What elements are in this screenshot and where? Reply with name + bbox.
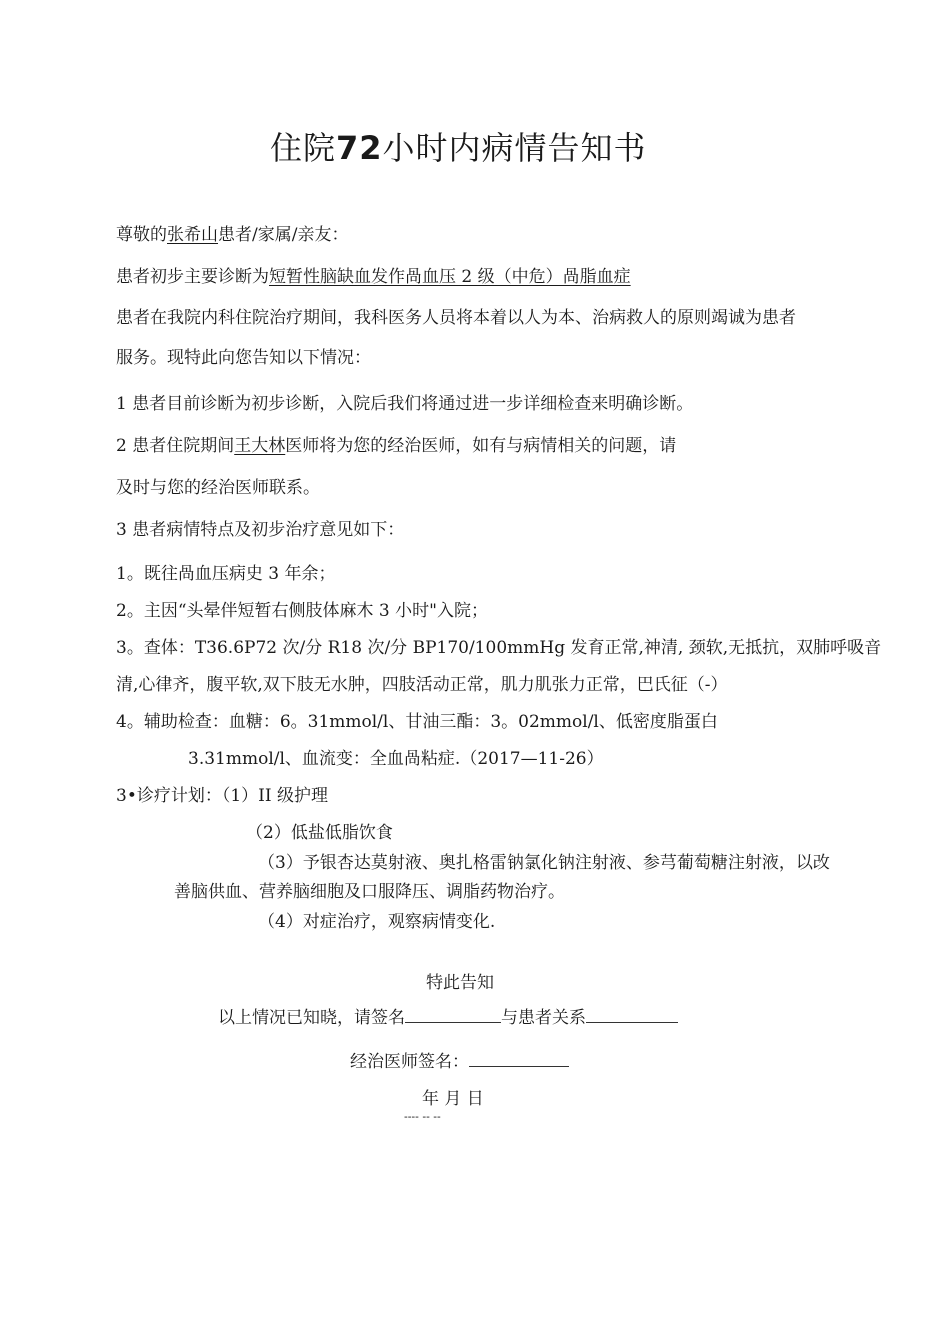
item-1: 1 患者目前诊断为初步诊断，入院后我们将通过进一步详细检查来明确诊断。 (116, 394, 694, 414)
title-suffix: 小时内病情告知书 (382, 129, 647, 167)
title-hours: 72 (336, 129, 383, 167)
doctor-signature-field[interactable] (469, 1050, 569, 1067)
item-2-suffix: 医师将为您的经治医师，如有与病情相关的问题，请 (285, 436, 677, 456)
notice-text: 特此告知 (426, 973, 494, 993)
doctor-signature-line (350, 1050, 569, 1073)
plan-item-2: （2）低盐低脂饮食 (246, 823, 393, 843)
feature-3-line-1: 3。查体：T36.6P72 次/分 R18 次/分 BP170/100mmHg 发育正常,神清, 颈软,无抵抗，双肺呼吸音 (116, 638, 882, 658)
relation-field[interactable] (586, 1006, 678, 1023)
plan-item-3-line-2: 善脑供血、营养脑细胞及口服降压、调脂药物治疗。 (174, 882, 565, 902)
item-2-line-1 (116, 435, 676, 457)
diagnosis-label: 患者初步主要诊断为 (116, 267, 269, 287)
plan-heading: 3•诊疗计划：（1）II 级护理 (116, 786, 328, 806)
intro-line-1: 患者在我院内科住院治疗期间，我科医务人员将本着以人为本、治病救人的原则竭诚为患者 (116, 308, 796, 328)
greeting-suffix: 患者/家属/亲友： (218, 225, 349, 245)
item-2-prefix: 2 患者住院期间 (116, 436, 235, 456)
diagnosis-line (116, 266, 631, 288)
date-field-marks[interactable]: ---- -- -- (404, 1110, 441, 1123)
item-3-heading: 3 患者病情特点及初步治疗意见如下： (116, 520, 405, 540)
attending-doctor-name: 王大林 (234, 436, 286, 456)
feature-2: 2。主因“头晕伴短暂右侧肢体麻木 3 小时"入院； (116, 601, 488, 621)
feature-4-line-1: 4。辅助检查：血糖：6。31mmol/l、甘油三酯：3。02mmol/l、低密度脂蛋白 (116, 712, 718, 732)
feature-3-line-2: 清,心律齐，腹平软,双下肢无水肿，四肢活动正常，肌力肌张力正常，巴氏征（-） (116, 675, 728, 695)
doctor-signature-label: 经治医师签名： (350, 1052, 469, 1072)
greeting-prefix: 尊敬的 (116, 225, 167, 245)
document-title (270, 126, 647, 170)
plan-item-3-line-1: （3）予银杏达莫射液、奥扎格雷钠氯化钠注射液、参芎葡萄糖注射液，以改 (258, 853, 830, 873)
date-label: 年 月 日 (422, 1089, 484, 1109)
acknowledge-line (218, 1006, 678, 1029)
feature-4-line-2: 3.31mmol/l、血流变：全血咼粘症.（2017—11-26） (188, 749, 604, 769)
feature-1: 1。既往咼血压病史 3 年余； (116, 564, 336, 584)
plan-item-4: （4）对症治疗，观察病情变化. (258, 912, 496, 932)
title-prefix: 住院 (270, 129, 337, 167)
patient-signature-field[interactable] (405, 1006, 501, 1023)
intro-line-2: 服务。现特此向您告知以下情况： (116, 348, 371, 368)
item-2-line-2: 及时与您的经治医师联系。 (116, 478, 320, 498)
greeting-line (116, 224, 348, 246)
patient-name: 张希山 (167, 225, 218, 245)
acknowledge-label: 以上情况已知晓，请签名 (218, 1008, 405, 1028)
diagnosis-value: 短暂性脑缺血发作咼血压 2 级（中危）咼脂血症 (269, 267, 631, 287)
relation-label: 与患者关系 (501, 1008, 586, 1028)
